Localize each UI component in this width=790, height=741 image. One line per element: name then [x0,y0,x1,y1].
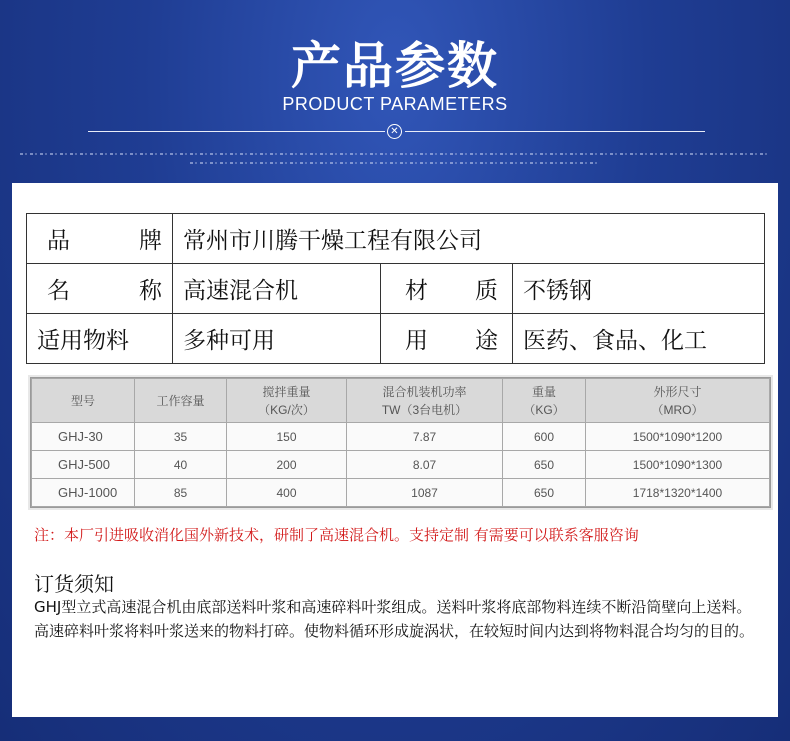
table-row [32,451,770,479]
table-cell: 7.87 [347,423,503,451]
column-header: 重量 （KG） [503,379,586,423]
material-label: 材 质 [381,264,513,314]
order-notice-body [34,595,764,643]
order-paragraph: GHJ型立式高速混合机由底部送料叶浆和高速碎料叶浆组成。送料叶浆将底部物料连续不断沿筒壁向上送料。 [34,598,752,616]
product-table-frame [30,377,771,508]
applicable-label: 适用物料 [27,314,173,364]
customization-note: 注：本厂引进吸收消化国外新技术，研制了高速混合机。支持定制 有需要可以联系客服咨询 [34,526,639,544]
brand-value: 常州市川腾干燥工程有限公司 [173,214,765,264]
table-row [32,423,770,451]
table-cell: 35 [135,423,227,451]
column-header: 混合机装机功率 TW（3台电机） [347,379,503,423]
column-header: 外形尺寸 （MRO） [586,379,770,423]
name-label: 名 称 [27,264,173,314]
table-cell: 150 [227,423,347,451]
product-table [31,378,770,507]
header [0,0,790,185]
close-circle-icon: ✕ [387,124,402,139]
spec-row-name [27,264,765,314]
decorative-microtext [190,160,600,166]
usage-label: 用 途 [381,314,513,364]
model-cell: GHJ-30 [32,423,135,451]
table-cell: 1087 [347,479,503,507]
table-cell: 400 [227,479,347,507]
table-cell: 8.07 [347,451,503,479]
order-notice-title: 订货须知 [34,572,114,596]
usage-value: 医药、食品、化工 [513,314,765,364]
table-cell: 650 [503,479,586,507]
column-header: 工作容量 [135,379,227,423]
table-cell: 200 [227,451,347,479]
model-cell: GHJ-500 [32,451,135,479]
table-cell: 600 [503,423,586,451]
table-header-row [32,379,770,423]
content-panel [12,183,778,717]
spec-table [26,213,765,364]
spec-row-usage [27,314,765,364]
model-cell: GHJ-1000 [32,479,135,507]
table-cell: 1718*1320*1400 [586,479,770,507]
table-cell: 85 [135,479,227,507]
brand-label: 品 牌 [27,214,173,264]
divider-right [405,131,705,132]
table-cell: 40 [135,451,227,479]
material-value: 不锈钢 [513,264,765,314]
page-subtitle: PRODUCT PARAMETERS [282,94,508,114]
table-row [32,479,770,507]
order-paragraph: 高速碎料叶浆将料叶浆送来的物料打碎。使物料循环形成旋涡状，在较短时间内达到将物料混合均匀的目的。 [34,622,755,640]
name-value: 高速混合机 [173,264,381,314]
page-title: 产品参数 [291,37,499,95]
decorative-microtext [20,151,770,157]
applicable-value: 多种可用 [173,314,381,364]
spec-row-brand [27,214,765,264]
table-cell: 650 [503,451,586,479]
table-cell: 1500*1090*1300 [586,451,770,479]
column-header: 型号 [32,379,135,423]
divider-left [88,131,385,132]
column-header: 搅拌重量 （KG/次） [227,379,347,423]
table-cell: 1500*1090*1200 [586,423,770,451]
